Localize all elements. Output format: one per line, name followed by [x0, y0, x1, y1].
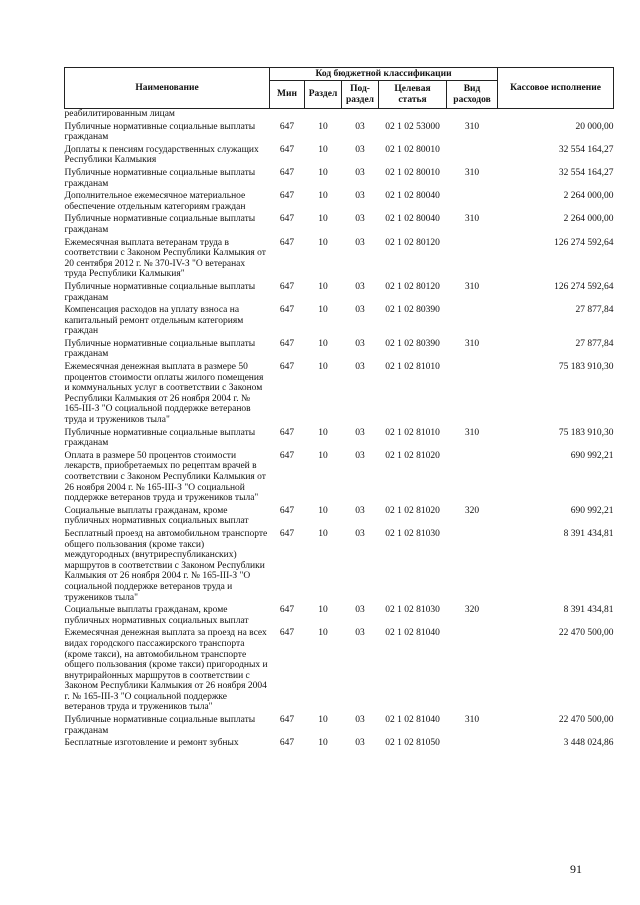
cell-target: [379, 109, 447, 122]
cell-razdel: 10: [318, 427, 328, 438]
cell-vid: [447, 305, 498, 339]
cell-podrazdel: 03: [355, 237, 365, 248]
cell-razdel: 10: [318, 738, 328, 749]
cell-razdel: 10: [318, 605, 328, 616]
budget-table: [64, 67, 614, 751]
header-target: Целевая статья: [379, 81, 447, 109]
cell-podrazdel: 03: [355, 281, 365, 292]
table-row: [65, 122, 614, 145]
header-vid: Вид расходов: [447, 81, 498, 109]
cell-name: Публичные нормативные социальные выплаты гражданам: [64, 167, 256, 189]
cell-podrazdel: 03: [355, 528, 365, 539]
cell-min: 647: [279, 715, 295, 726]
cell-vid: [447, 451, 498, 506]
cell-sum: 27 877,84: [575, 305, 614, 316]
table-row: [65, 145, 614, 168]
cell-name: Публичные нормативные социальные выплаты гражданам: [64, 715, 256, 736]
cell-min: 647: [279, 281, 295, 292]
cell-podrazdel: 03: [355, 305, 365, 316]
cell-podrazdel: 03: [355, 362, 365, 373]
cell-podrazdel: 03: [355, 605, 365, 616]
cell-vid: [447, 145, 498, 168]
cell-target: 02 1 02 80120: [385, 281, 440, 292]
table-row: [65, 529, 614, 605]
cell-name: Социальные выплаты гражданам, кроме публичных нормативных социальных выплат: [64, 605, 249, 626]
cell-name: Публичные нормативные социальные выплаты гражданам: [64, 338, 256, 360]
cell-razdel: 10: [318, 628, 328, 639]
cell-min: 647: [279, 362, 295, 373]
cell-target: 02 1 02 81010: [385, 362, 440, 373]
cell-sum: 22 470 500,00: [558, 715, 614, 726]
cell-podrazdel: 03: [355, 628, 365, 639]
header-cash: Кассовое исполнение: [498, 68, 614, 109]
table-row: [65, 109, 614, 122]
cell-min: 647: [279, 237, 295, 248]
table-row: [65, 428, 614, 451]
header-name: Наименование: [65, 68, 270, 109]
cell-target: 02 1 02 81050: [385, 738, 440, 749]
cell-min: 647: [279, 427, 295, 438]
cell-vid: 320: [464, 605, 480, 616]
cell-target: 02 1 02 53000: [385, 121, 440, 132]
cell-vid: [447, 628, 498, 715]
cell-name: Дополнительное ежемесячное материальное обеспечение отдельным категориям граждан: [64, 191, 246, 212]
cell-razdel: [305, 109, 342, 122]
cell-podrazdel: 03: [355, 338, 365, 349]
cell-name: Социальные выплаты гражданам, кроме публичных нормативных социальных выплат: [64, 505, 249, 527]
cell-sum: 126 274 592,64: [554, 281, 614, 292]
cell-razdel: 10: [318, 715, 328, 726]
cell-sum: 2 264 000,00: [563, 214, 614, 225]
cell-podrazdel: [342, 109, 379, 122]
cell-vid: 310: [464, 715, 480, 726]
cell-name: Бесплатные изготовление и ремонт зубных: [64, 738, 239, 749]
cell-target: 02 1 02 80390: [385, 305, 440, 316]
cell-razdel: 10: [318, 144, 328, 155]
cell-min: 647: [279, 167, 295, 178]
cell-vid: [447, 191, 498, 214]
cell-target: 02 1 02 81030: [385, 528, 440, 539]
cell-vid: 310: [464, 338, 480, 349]
cell-min: 647: [279, 738, 295, 749]
cell-podrazdel: 03: [355, 167, 365, 178]
cell-vid: [447, 529, 498, 605]
table-row: [65, 506, 614, 529]
cell-podrazdel: 03: [355, 450, 365, 461]
table-row: [65, 191, 614, 214]
cell-sum: 75 183 910,30: [558, 427, 614, 438]
cell-razdel: 10: [318, 237, 328, 248]
table-header: [65, 68, 614, 109]
cell-razdel: 10: [318, 338, 328, 349]
cell-razdel: 10: [318, 281, 328, 292]
cell-razdel: 10: [318, 450, 328, 461]
cell-podrazdel: 03: [355, 121, 365, 132]
cell-min: 647: [279, 338, 295, 349]
cell-target: 02 1 02 81010: [385, 427, 440, 438]
cell-target: 02 1 02 80120: [385, 237, 440, 248]
cell-target: 02 1 02 80390: [385, 338, 440, 349]
cell-vid: 310: [464, 427, 480, 438]
cell-sum: 690 992,21: [570, 450, 614, 461]
table-row: [65, 305, 614, 339]
cell-podrazdel: 03: [355, 144, 365, 155]
cell-sum: 2 264 000,00: [563, 191, 614, 202]
cell-sum: [498, 109, 614, 122]
cell-vid: 310: [464, 281, 480, 292]
cell-target: 02 1 02 81040: [385, 715, 440, 726]
cell-target: 02 1 02 80010: [385, 167, 440, 178]
cell-sum: 32 554 164,27: [558, 144, 614, 155]
cell-podrazdel: 03: [355, 427, 365, 438]
cell-min: 647: [279, 144, 295, 155]
cell-sum: 690 992,21: [570, 505, 614, 516]
cell-razdel: 10: [318, 505, 328, 516]
cell-vid: 310: [464, 121, 480, 132]
header-code-group: Код бюджетной классификации: [270, 68, 498, 81]
cell-target: 02 1 02 81040: [385, 628, 440, 639]
cell-razdel: 10: [318, 214, 328, 225]
cell-sum: 3 448 024,86: [563, 738, 614, 749]
cell-target: 02 1 02 80040: [385, 214, 440, 225]
cell-podrazdel: 03: [355, 738, 365, 749]
cell-podrazdel: 03: [355, 214, 365, 225]
table-row: [65, 628, 614, 715]
cell-name: Публичные нормативные социальные выплаты гражданам: [64, 214, 256, 235]
cell-name: Ежемесячная выплата ветеранам труда в соответствии с Законом Республики Калмыкия от 20 сентября 2012 г. № 370-IV-З "О ветеранах труда Республики Калмыкия": [64, 237, 266, 280]
cell-target: 02 1 02 80010: [385, 144, 440, 155]
cell-razdel: 10: [318, 305, 328, 316]
cell-sum: 27 877,84: [575, 338, 614, 349]
cell-target: 02 1 02 81020: [385, 505, 440, 516]
table-row: [65, 214, 614, 237]
cell-name: Публичные нормативные социальные выплаты гражданам: [64, 427, 256, 449]
cell-sum: 8 391 434,81: [563, 605, 614, 616]
table-row: [65, 362, 614, 428]
cell-podrazdel: 03: [355, 715, 365, 726]
header-razdel: Раздел: [305, 81, 342, 109]
cell-min: 647: [279, 605, 295, 616]
cell-podrazdel: 03: [355, 191, 365, 202]
header-min: Мин: [270, 81, 305, 109]
cell-min: 647: [279, 191, 295, 202]
cell-sum: 32 554 164,27: [558, 167, 614, 178]
cell-min: 647: [279, 450, 295, 461]
cell-razdel: 10: [318, 528, 328, 539]
cell-vid: [447, 238, 498, 282]
table-row: [65, 605, 614, 628]
header-podrazdel: Под-раздел: [342, 81, 379, 109]
cell-min: 647: [279, 305, 295, 316]
cell-min: 647: [279, 214, 295, 225]
cell-sum: 22 470 500,00: [558, 628, 614, 639]
cell-vid: 310: [464, 167, 480, 178]
cell-vid: [447, 738, 498, 751]
cell-name: Ежемесячная денежная выплата за проезд на всех видах городского пассажирского транспорта (кроме такси), на автомобильном транспорте общего пользования (кроме такси) пригородных и внутрирайонных маршрутов в соответствии с Законом Республики Калмыкия от 26 ноября 2004 г. № 165-III-З "О социальной поддержке ветеранов труда и тружеников тыла": [64, 628, 268, 713]
cell-sum: 20 000,00: [575, 121, 614, 132]
cell-name: Оплата в размере 50 процентов стоимости лекарств, приобретаемых по рецептам врачей в соответствии с Законом Республики Калмыкия от 26 ноября 2004 г. № 165-III-З "О социальной поддержке ветеранов труда и тружеников тыла": [64, 450, 266, 504]
cell-name: Ежемесячная денежная выплата в размере 50 процентов стоимости оплаты жилого помещения и коммунальных услуг в соответствии с Законом Республики Калмыкия от 26 ноября 2004 г. № 165-III-З "О социальной поддержке ветеранов труда и тружеников тыла": [64, 362, 264, 426]
cell-vid: [447, 109, 498, 122]
cell-min: 647: [279, 121, 295, 132]
table-body: [65, 109, 614, 751]
cell-name: Компенсация расходов на уплату взноса на капитальный ремонт отдельным категориям граждан: [64, 305, 244, 337]
table-row: [65, 738, 614, 751]
cell-razdel: 10: [318, 121, 328, 132]
table-row: [65, 238, 614, 282]
cell-razdel: 10: [318, 362, 328, 373]
cell-name: Публичные нормативные социальные выплаты гражданам: [64, 121, 256, 143]
table-row: [65, 451, 614, 506]
table-row: [65, 168, 614, 191]
table-row: [65, 282, 614, 305]
cell-name: реабилитированным лицам: [64, 109, 175, 119]
table-row: [65, 715, 614, 738]
table-row: [65, 339, 614, 362]
cell-name: Публичные нормативные социальные выплаты гражданам: [64, 281, 256, 303]
cell-min: [270, 109, 305, 122]
cell-min: 647: [279, 505, 295, 516]
cell-target: 02 1 02 81020: [385, 450, 440, 461]
cell-min: 647: [279, 628, 295, 639]
cell-razdel: 10: [318, 167, 328, 178]
cell-sum: 75 183 910,30: [558, 362, 614, 373]
cell-sum: 8 391 434,81: [563, 528, 614, 539]
cell-razdel: 10: [318, 191, 328, 202]
cell-min: 647: [279, 528, 295, 539]
cell-name: Бесплатный проезд на автомобильном транспорте общего пользования (кроме такси) междугородных (внутриреспубликанских) маршрутов в соответствии с Законом Республики Калмыкия от 26 ноября 2004 г. № 165-III-З "О социальной поддержке ветеранов труда и тружеников тыла": [64, 528, 268, 603]
cell-target: 02 1 02 81030: [385, 605, 440, 616]
page-number: 91: [570, 862, 582, 876]
cell-vid: 310: [464, 214, 480, 225]
cell-name: Доплаты к пенсиям государственных служащих Республики Калмыкия: [64, 144, 259, 166]
cell-target: 02 1 02 80040: [385, 191, 440, 202]
cell-vid: [447, 362, 498, 428]
cell-vid: 320: [464, 505, 480, 516]
cell-podrazdel: 03: [355, 505, 365, 516]
cell-sum: 126 274 592,64: [554, 237, 614, 248]
